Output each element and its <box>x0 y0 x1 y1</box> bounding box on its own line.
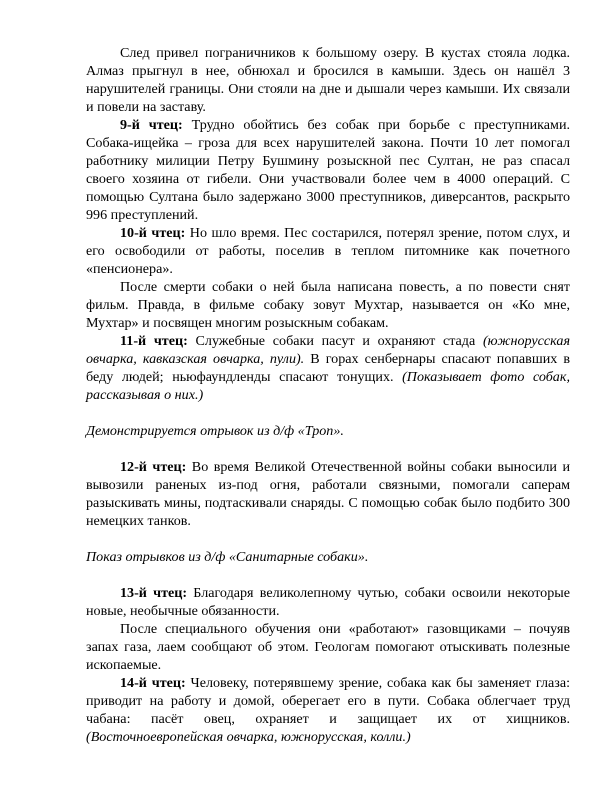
paragraph-1 <box>86 44 570 116</box>
reader-10-text: Но шло время. Пес состарился, потерял зрение, потом слух, и его освободили от работы, поселив в теплом питомнике как почетного «пенсионера». <box>86 225 570 277</box>
reader-14-text: Человеку, потерявшему зрение, собака как бы заменяет глаза: приводит на работу и домой, оберегает его в пути. Собака облегчает труд чабана: пасёт овец, охраняет и защищает их от хищников. <box>86 675 570 727</box>
paragraph-1-text: След привел пограничников к большому озеру. В кустах стояла лодка. Алмаз прыгнул в нее, обнюхал и бросился в камыши. Здесь он нашёл 3 нарушителей границы. Они стояли на дне и дышали через камыши. Их связали и повели на заставу. <box>86 45 570 115</box>
paragraph-reader-13 <box>86 584 570 620</box>
reader-11-text-2: В горах сенбернары спасают попавших в беду людей; ньюфаундленды спасают тонущих. <box>86 351 570 385</box>
reader-9-text: Трудно обойтись без собак при борьбе с преступниками. Собака-ищейка – гроза для всех нарушителей закона. Почти 10 лет помогал работнику милиции Петру Бушмину розыскной пес Султан, не раз спасал своего хозяина от гибели. Они участвовали более чем в 4000 операций. С помощью Султана было задержано 3000 преступников, диверсантов, раскрыто 996 преступлений. <box>86 117 571 223</box>
reader-11-text: Служебные собаки пасут и охраняют стада <box>187 333 483 349</box>
reader-14-italic: (Восточноевропейская овчарка, южнорусская, колли.) <box>86 729 411 745</box>
reader-11-label: 11-й чтец: <box>120 333 188 349</box>
gas-text: После специального обучения они «работают» газовщиками – почуяв запах газа, лаем сообщают об этом. Геологам помогают отыскивать полезные ископаемые. <box>86 621 570 673</box>
demo-note-1: Демонстрируется отрывок из д/ф «Троп». <box>86 423 344 439</box>
paragraph-reader-14 <box>86 674 570 746</box>
reader-11-italic-note: (Показывает фото собак, рассказывая о них.) <box>86 369 570 403</box>
reader-10-label: 10-й чтец: <box>120 225 186 241</box>
document-page <box>86 44 570 746</box>
paragraph-gas <box>86 620 570 674</box>
reader-13-label: 13-й чтец: <box>120 585 188 601</box>
reader-14-label: 14-й чтец: <box>120 675 186 691</box>
paragraph-reader-10 <box>86 224 570 278</box>
paragraph-reader-9 <box>86 116 570 224</box>
reader-12-text: Во время Великой Отечественной войны собаки выносили и вывозили раненых из-под огня, работали связными, помогали саперам разыскивать мины, подтаскивали снаряды. С помощью собак было подбито 300 немецких танков. <box>86 459 570 529</box>
demo-note-2: Показ отрывков из д/ф «Санитарные собаки». <box>86 549 369 565</box>
film-text: После смерти собаки о ней была написана повесть, а по повести снят фильм. Правда, в фильме собаку зовут Мухтар, называется он «Ко мне, Мухтар» и посвящен многим розыскным собакам. <box>86 279 570 331</box>
reader-12-label: 12-й чтец: <box>120 459 187 475</box>
paragraph-film <box>86 278 570 332</box>
reader-11-italic-breeds: (южнорусская овчарка, кавказская овчарка, пули). <box>86 333 571 367</box>
paragraph-reader-12 <box>86 458 570 530</box>
paragraph-reader-11 <box>86 332 570 404</box>
reader-13-text: Благодаря великолепному чутью, собаки освоили некоторые новые, необычные обязанности. <box>86 585 570 619</box>
reader-9-label: 9-й чтец: <box>120 117 183 133</box>
